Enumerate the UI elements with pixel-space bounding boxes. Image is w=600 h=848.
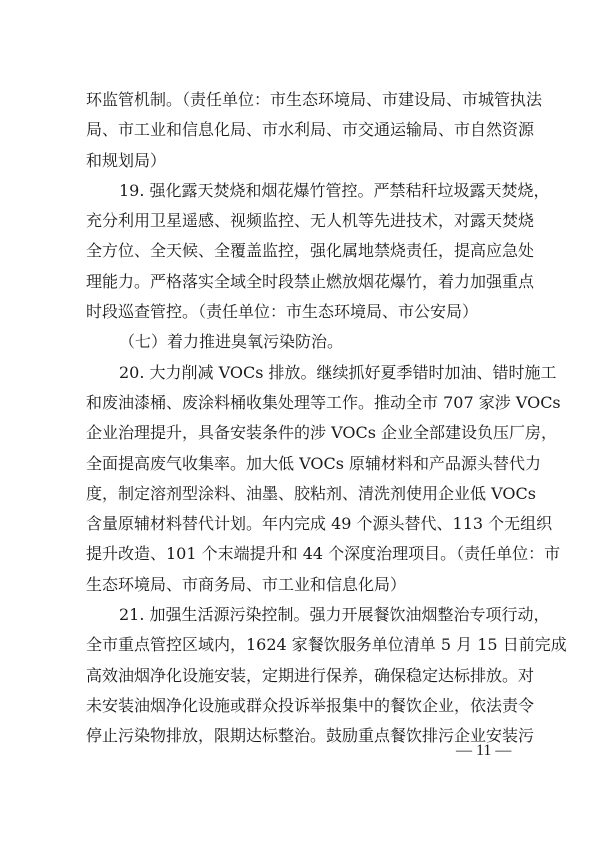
paragraph-20 bbox=[86, 361, 561, 603]
text-line: 局、市工业和信息化局、市水利局、市交通运输局、市自然资源 bbox=[86, 120, 535, 140]
text-line: 提升改造、101 个末端提升和 44 个深度治理项目。（责任单位：市 bbox=[86, 544, 561, 564]
text-line: 20. 大力削减 VOCs 排放。继续抓好夏季错时加油、错时施工 bbox=[119, 362, 557, 382]
text-line: 度，制定溶剂型涂料、油墨、胶粘剂、清洗剂使用企业低 VOCs bbox=[86, 483, 536, 503]
paragraph-19 bbox=[86, 179, 550, 330]
text-line: 时段巡查管控。（责任单位：市生态环境局、市公安局） bbox=[86, 302, 479, 322]
text-line: 未安装油烟净化设施或群众投诉举报集中的餐饮企业，依法责令 bbox=[86, 695, 535, 715]
text-line: 高效油烟净化设施安装，定期进行保养，确保稳定达标排放。对 bbox=[86, 665, 535, 685]
section-heading-7 bbox=[86, 330, 515, 360]
document-body bbox=[86, 88, 567, 755]
paragraph-18-continued bbox=[86, 88, 543, 179]
text-line: 全方位、全天候、全覆盖监控，强化属地禁烧责任，提高应急处 bbox=[86, 241, 535, 261]
paragraph-21 bbox=[86, 603, 567, 754]
text-line: 含量原辅材料替代计划。年内完成 49 个源头替代、113 个无组织 bbox=[86, 514, 553, 534]
text-line: 全市重点管控区域内，1624 家餐饮服务单位清单 5 月 15 日前完成 bbox=[86, 635, 567, 655]
text-line: 和废油漆桶、废涂料桶收集处理等工作。推动全市 707 家涉 VOCs bbox=[86, 392, 561, 412]
text-line: 生态环境局、市商务局、市工业和信息化局） bbox=[86, 574, 407, 594]
section-heading: （七）着力推进臭氧污染防治。 bbox=[119, 332, 344, 352]
page-number: — 11 — bbox=[456, 742, 512, 759]
text-line: 21. 加强生活源污染控制。强力开展餐饮油烟整治专项行动， bbox=[119, 605, 550, 625]
text-line: 和规划局） bbox=[86, 150, 167, 170]
text-line: 企业治理提升，具备安装条件的涉 VOCs 企业全部建设负压厂房， bbox=[86, 423, 558, 443]
text-line: 停止污染物排放，限期达标整治。鼓励重点餐饮排污企业安装污 bbox=[86, 726, 535, 746]
text-line: 全面提高废气收集率。加大低 VOCs 原辅材料和产品源头替代力 bbox=[86, 453, 542, 473]
text-line: 理能力。严格落实全域全时段禁止燃放烟花爆竹，着力加强重点 bbox=[86, 271, 535, 291]
text-line: 环监管机制。（责任单位：市生态环境局、市建设局、市城管执法 bbox=[86, 90, 543, 109]
text-line: 充分利用卫星遥感、视频监控、无人机等先进技术，对露天焚烧 bbox=[86, 211, 535, 231]
text-line: 19. 强化露天焚烧和烟花爆竹管控。严禁秸秆垃圾露天焚烧， bbox=[119, 180, 550, 200]
